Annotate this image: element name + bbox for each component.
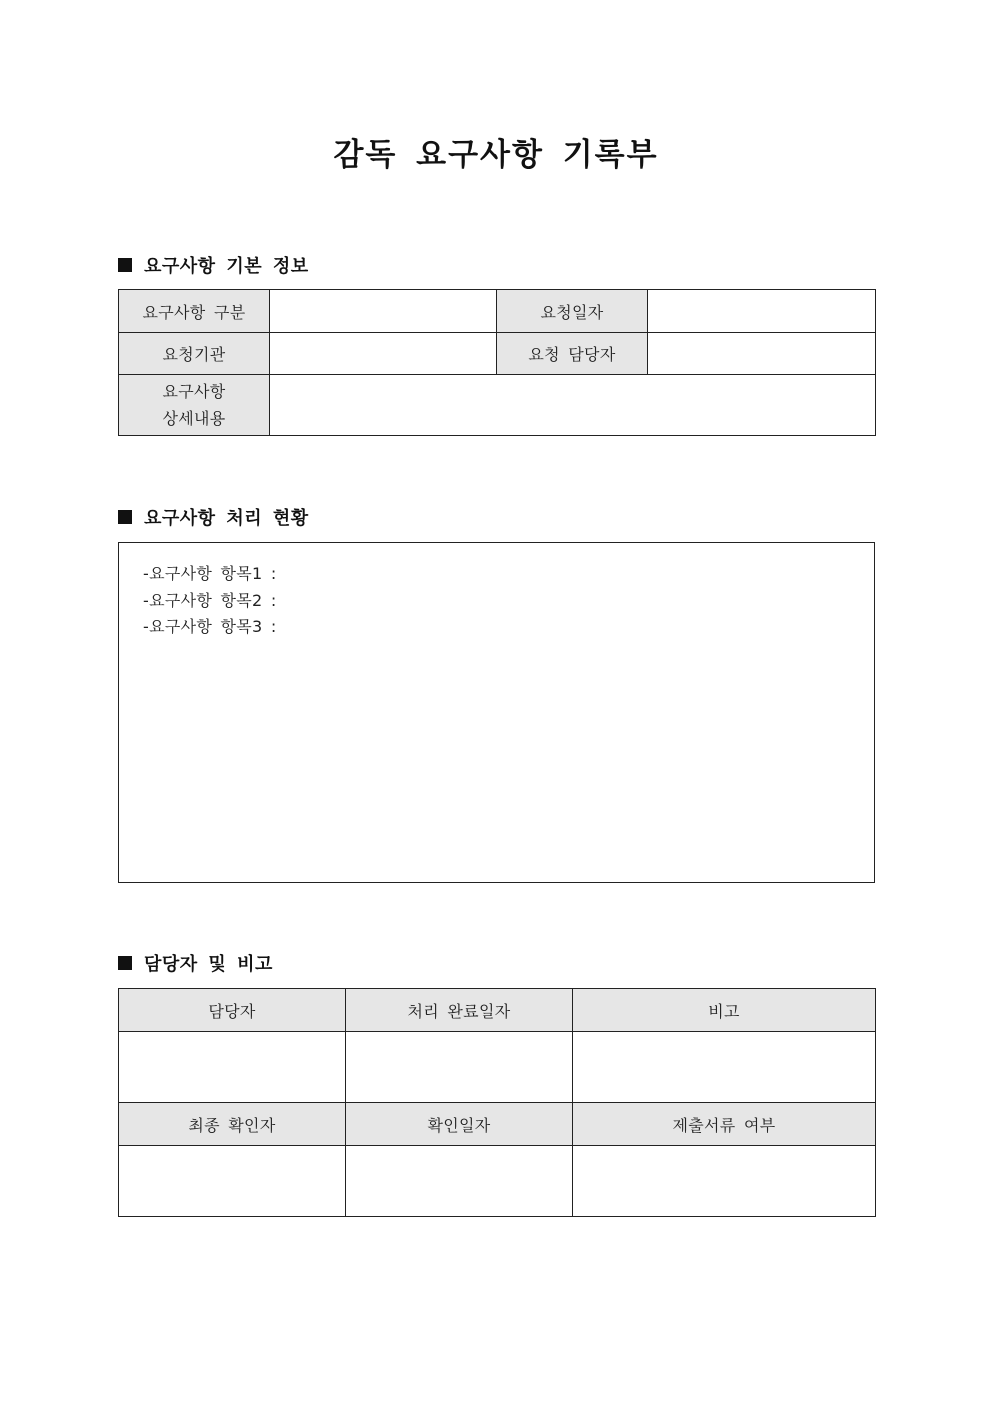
table-row — [119, 290, 876, 333]
details-label — [119, 375, 270, 436]
square-bullet-icon — [118, 258, 132, 272]
requester-field[interactable] — [648, 333, 876, 375]
section-heading-text: 요구사항 기본 정보 — [144, 256, 309, 277]
request-date-field[interactable] — [648, 290, 876, 333]
basic-info-table — [118, 289, 876, 436]
remarks-field[interactable] — [573, 1032, 876, 1103]
square-bullet-icon — [118, 510, 132, 524]
requesting-org-label: 요청기관 — [119, 333, 270, 375]
requester-label: 요청 담당자 — [497, 333, 648, 375]
table-row — [119, 1146, 876, 1217]
manager-header: 담당자 — [119, 989, 346, 1032]
documents-submitted-header: 제출서류 여부 — [573, 1103, 876, 1146]
table-row — [119, 1032, 876, 1103]
requesting-org-field[interactable] — [270, 333, 497, 375]
final-checker-header: 최종 확인자 — [119, 1103, 346, 1146]
status-item: -요구사항 항목3 : — [143, 617, 277, 636]
section-heading-text: 담당자 및 비고 — [144, 954, 273, 975]
completion-date-field[interactable] — [346, 1032, 573, 1103]
section-heading-processing-status — [118, 504, 309, 530]
table-header-row — [119, 989, 876, 1032]
category-label: 요구사항 구분 — [119, 290, 270, 333]
section-heading-manager-remarks — [118, 950, 273, 976]
status-item: -요구사항 항목2 : — [143, 590, 277, 610]
completion-date-header: 처리 완료일자 — [346, 989, 573, 1032]
status-item-list — [143, 561, 277, 641]
details-label-line2: 상세내용 — [162, 409, 226, 428]
processing-status-box[interactable] — [118, 542, 875, 883]
check-date-header: 확인일자 — [346, 1103, 573, 1146]
category-field[interactable] — [270, 290, 497, 333]
check-date-field[interactable] — [346, 1146, 573, 1217]
document-title: 감독 요구사항 기록부 — [333, 137, 659, 173]
request-date-label: 요청일자 — [497, 290, 648, 333]
status-item: -요구사항 항목1 : — [143, 564, 277, 583]
details-field[interactable] — [270, 375, 876, 436]
square-bullet-icon — [118, 956, 132, 970]
section-heading-text: 요구사항 처리 현황 — [144, 508, 309, 529]
remarks-header: 비고 — [573, 989, 876, 1032]
table-row — [119, 375, 876, 436]
manager-remarks-table — [118, 988, 876, 1217]
documents-submitted-field[interactable] — [573, 1146, 876, 1217]
manager-field[interactable] — [119, 1032, 346, 1103]
final-checker-field[interactable] — [119, 1146, 346, 1217]
details-label-line1: 요구사항 — [162, 382, 226, 401]
section-heading-basic-info — [118, 252, 309, 278]
table-row — [119, 333, 876, 375]
table-header-row — [119, 1103, 876, 1146]
